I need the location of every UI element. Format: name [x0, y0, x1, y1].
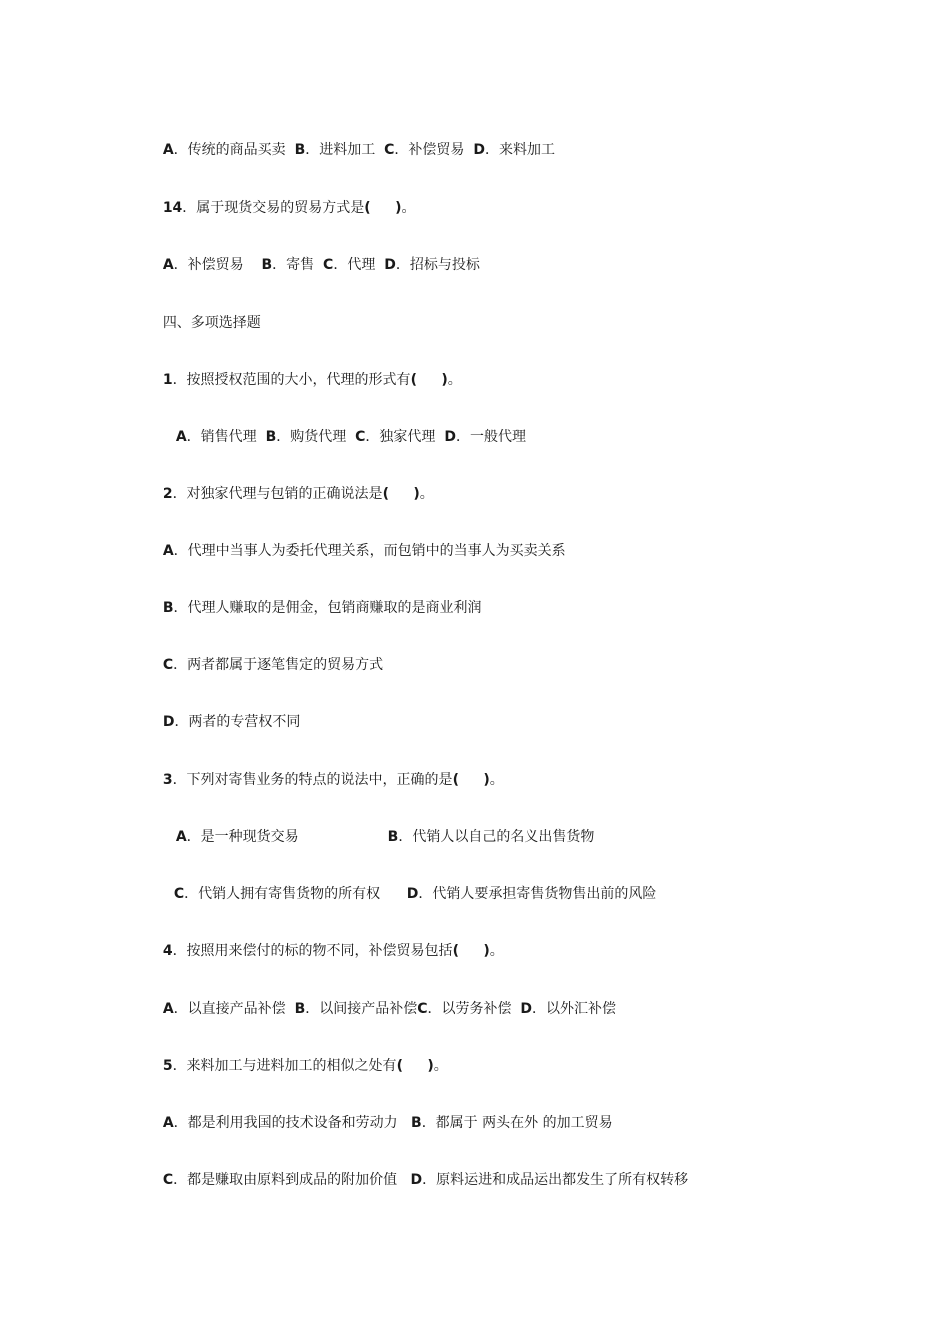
- option-a-text: ．补偿贸易: [173, 257, 262, 273]
- question-text: ．下列对寄售业务的特点的说法中，正确的是: [172, 772, 453, 788]
- mc-question-3-options-ab: [158, 807, 594, 867]
- option-text: ．两者的专营权不同: [174, 714, 301, 730]
- question-text: ．按照授权范围的大小，代理的形式有: [172, 372, 411, 388]
- question-end: 。: [447, 372, 462, 388]
- mc-question-2-option-b: [145, 578, 481, 638]
- question-number: 2: [162, 486, 173, 502]
- option-b-letter: B: [294, 1001, 306, 1017]
- mc-question-4-stem: [145, 921, 504, 981]
- answer-blank: ( ): [452, 772, 490, 788]
- section-heading-text: 四、多项选择题: [162, 315, 261, 331]
- mc-question-4-options: [145, 979, 616, 1039]
- question-number: 5: [162, 1058, 173, 1074]
- section-heading: [145, 293, 261, 353]
- option-a-letter: A: [175, 829, 187, 845]
- option-d-letter: D: [444, 429, 456, 445]
- option-d-letter: D: [384, 257, 396, 273]
- option-b-letter: B: [294, 142, 306, 158]
- option-d-text: ．一般代理: [455, 429, 526, 445]
- option-a-text: ．是一种现货交易: [186, 829, 388, 845]
- mc-question-3-options-cd: [156, 864, 656, 924]
- question-text: ．对独家代理与包销的正确说法是: [172, 486, 383, 502]
- option-b-text: ．以间接产品补偿: [305, 1001, 418, 1017]
- mc-question-5-options-cd: [145, 1150, 688, 1210]
- option-letter: B: [162, 600, 174, 616]
- question-14-options: [145, 235, 480, 295]
- option-text: ．两者都属于逐笔售定的贸易方式: [173, 657, 384, 673]
- question-text: ．按照用来偿付的标的物不同，补偿贸易包括: [172, 943, 453, 959]
- option-b-letter: B: [261, 257, 273, 273]
- option-d-letter: D: [473, 142, 485, 158]
- mc-question-3-stem: [145, 750, 504, 810]
- answer-blank: ( ): [382, 486, 420, 502]
- option-a-letter: A: [162, 257, 174, 273]
- option-c-letter: C: [384, 142, 395, 158]
- answer-blank: ( ): [396, 1058, 434, 1074]
- option-b-letter: B: [411, 1115, 422, 1131]
- option-c-text: ．代销人拥有寄售货物的所有权: [184, 886, 407, 902]
- question-number: 14: [162, 200, 183, 216]
- option-d-letter: D: [410, 1172, 423, 1188]
- question-end: 。: [433, 1058, 448, 1074]
- option-c-text: ．以劳务补偿: [427, 1001, 521, 1017]
- question-end: 。: [489, 943, 504, 959]
- option-b-text: ．都属于 两头在外 的加工贸易: [421, 1115, 613, 1131]
- option-c-text: ．代理: [333, 257, 385, 273]
- question-text: ．来料加工与进料加工的相似之处有: [172, 1058, 397, 1074]
- answer-blank: ( ): [452, 943, 490, 959]
- option-d-text: ．代销人要承担寄售货物售出前的风险: [418, 886, 657, 902]
- option-letter: D: [162, 714, 175, 730]
- question-end: 。: [401, 200, 416, 216]
- option-a-letter: A: [162, 1001, 174, 1017]
- option-a-text: ．销售代理: [186, 429, 266, 445]
- option-b-letter: B: [387, 829, 399, 845]
- option-a-letter: A: [162, 1115, 174, 1131]
- option-letter: C: [162, 657, 174, 673]
- question-text: ．属于现货交易的贸易方式是: [182, 200, 365, 216]
- question-13-options: [145, 120, 555, 180]
- option-c-text: ．独家代理: [365, 429, 445, 445]
- mc-question-2-option-d: [145, 692, 300, 752]
- option-d-text: ．原料运进和成品运出都发生了所有权转移: [422, 1172, 689, 1188]
- question-number: 3: [162, 772, 173, 788]
- option-a-text: ．都是利用我国的技术设备和劳动力: [173, 1115, 412, 1131]
- option-a-letter: A: [175, 429, 187, 445]
- option-d-text: ．以外汇补偿: [532, 1001, 617, 1017]
- option-c-letter: C: [417, 1001, 428, 1017]
- option-b-letter: B: [265, 429, 277, 445]
- option-text: ．代理人赚取的是佣金，包销商赚取的是商业利润: [173, 600, 482, 616]
- mc-question-2-option-c: [145, 635, 383, 695]
- mc-question-2-stem: [145, 464, 434, 524]
- mc-question-1-options: [158, 407, 526, 467]
- question-14-stem: [145, 178, 415, 238]
- mc-question-1-stem: [145, 350, 462, 410]
- option-c-text: ．都是赚取由原料到成品的附加价值: [173, 1172, 411, 1188]
- option-c-letter: C: [173, 886, 185, 902]
- option-d-text: ．来料加工: [484, 142, 555, 158]
- option-letter: A: [162, 543, 174, 559]
- mc-question-5-options-ab: [145, 1093, 613, 1153]
- question-end: 。: [489, 772, 504, 788]
- option-text: ．代理中当事人为委托代理关系，而包销中的当事人为买卖关系: [173, 543, 566, 559]
- answer-blank: ( ): [364, 200, 402, 216]
- option-c-letter: C: [355, 429, 366, 445]
- option-d-letter: D: [406, 886, 419, 902]
- option-b-text: ．进料加工: [305, 142, 385, 158]
- option-b-text: ．代销人以自己的名义出售货物: [398, 829, 595, 845]
- option-c-letter: C: [162, 1172, 174, 1188]
- mc-question-5-stem: [145, 1036, 448, 1096]
- option-c-letter: C: [323, 257, 334, 273]
- option-a-text: ．以直接产品补偿: [173, 1001, 295, 1017]
- option-d-text: ．招标与投标: [395, 257, 480, 273]
- option-a-text: ．传统的商品买卖: [173, 142, 295, 158]
- question-end: 。: [419, 486, 434, 502]
- question-number: 1: [162, 372, 173, 388]
- option-a-letter: A: [162, 142, 174, 158]
- mc-question-2-option-a: [145, 521, 566, 581]
- question-number: 4: [162, 943, 173, 959]
- answer-blank: ( ): [410, 372, 448, 388]
- option-d-letter: D: [520, 1001, 533, 1017]
- option-b-text: ．购货代理: [276, 429, 356, 445]
- option-b-text: ．寄售: [272, 257, 324, 273]
- option-c-text: ．补偿贸易: [394, 142, 474, 158]
